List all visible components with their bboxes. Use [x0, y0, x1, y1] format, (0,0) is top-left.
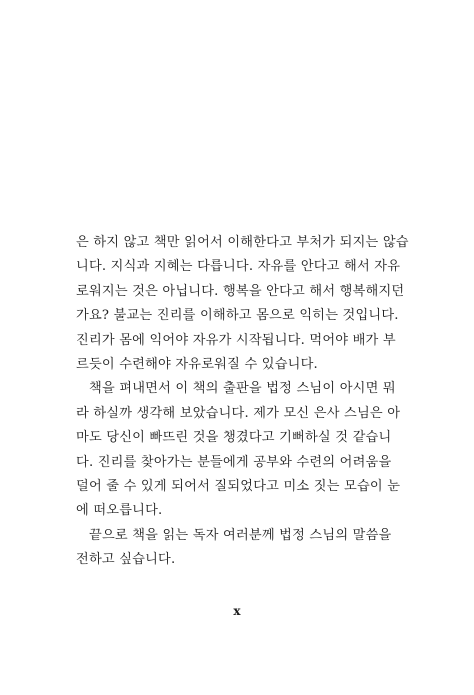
text-line: 전하고 싶습니다. [76, 552, 176, 568]
text-line: 라 하실까 생각해 보았습니다. 제가 모신 은사 스님은 아 [76, 405, 401, 421]
text-line: 가요? 불교는 진리를 이해하고 몸으로 익히는 것입니다. [76, 308, 399, 324]
text-line: 르듯이 수련해야 자유로워질 수 있습니다. [76, 356, 318, 372]
text-line: 니다. 지식과 지혜는 다릅니다. 자유를 안다고 해서 자유 [76, 259, 401, 275]
page-number: x [233, 604, 241, 618]
text-line: 책을 펴내면서 이 책의 출판을 법정 스님이 아시면 뭐 [89, 381, 396, 397]
text-line: 은 하지 않고 책만 읽어서 이해한다고 부처가 되지는 않습 [76, 235, 409, 250]
body-text [76, 231, 416, 572]
text-line: 다. 진리를 찾아가는 분들에게 공부와 수련의 어려움을 [76, 454, 392, 470]
text-line: 끝으로 책을 읽는 독자 여러분께 법정 스님의 말씀을 [89, 527, 392, 543]
text-line: 에 떠오릅니다. [76, 503, 163, 519]
text-line: 마도 당신이 빠뜨린 것을 챙겼다고 기뻐하실 것 같습니 [76, 430, 392, 446]
text-line: 로워지는 것은 아닙니다. 행복을 안다고 해서 행복해지던 [76, 283, 405, 299]
text-line: 진리가 몸에 익어야 자유가 시작됩니다. 먹어야 배가 부 [76, 332, 396, 348]
text-line: 덜어 줄 수 있게 되어서 질되었다고 미소 짓는 모습이 눈 [76, 478, 401, 494]
